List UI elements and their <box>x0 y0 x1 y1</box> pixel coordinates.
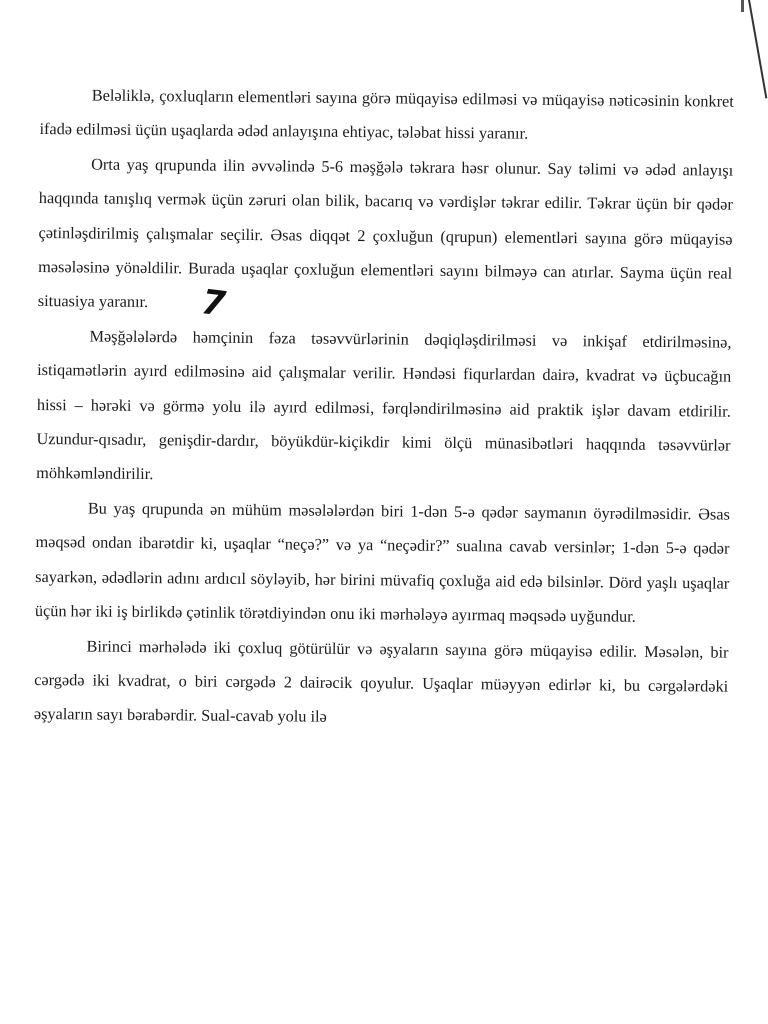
paragraph-3: Məşğələlərdə həmçinin fəza təsəvvürlərinin dəqiqləşdirilməsi və inkişaf etdirilməsinə, istiqamətlərin ayırd edilməsinə aid çalışmalar verilir. Həndəsi fiqurlardan dairə, kvadrat və üçbucağın hissi – hərəki və görmə yolu ilə ayırd edilməsi, fərqləndirilməsinə aid praktik işlər davam etdirilir. Uzundur-qısadır, genişdir-dardır, böyükdür-kiçikdir kimi ölçü münasibətləri haqqında təsəvvürlər möhkəmləndirilir. <box>36 326 732 484</box>
document-body <box>34 78 734 738</box>
paragraph-1: Beləliklə, çoxluqların elementləri sayına görə müqayisə edilməsi və müqayisə nəticəsinin konkret ifadə edilməsi üçün uşaqlarda ədəd anlayışına ehtiyac, tələbat hissi yaranır. <box>39 85 734 144</box>
paragraph-2 <box>38 147 734 326</box>
paragraph-5: Birinci mərhələdə iki çoxluq götürülür və əşyaların sayına görə müqayisə edilir. Məsələn, bir cərgədə iki kvadrat, o biri cərgədə 2 dairəcik qoyulur. Uşaqlar müəyyən edirlər ki, bu cərgələrdəki əşyaların sayı bərabərdir. Sual-cavab yolu ilə <box>33 635 729 727</box>
handwritten-mark: 7 <box>199 282 228 326</box>
page-edge-mark <box>741 0 744 12</box>
paragraph-4: Bu yaş qrupunda ən mühüm məsələlərdən biri 1-dən 5-ə qədər saymanın öyrədilməsidir. Əsas məqsəd ondan ibarətdir ki, uşaqlar “neçə?” və ya “neçədir?” sualına cavab versinlər; 1-dən 5-ə qədər sayarkən, ədədlərin adını ardıcıl söyləyib, hər birini müvafiq çoxluğa aid edə bilsinlər. Dörd yaşlı uşaqlar üçün hər iki iş birlikdə çətinlik törətdiyindən onu iki mərhələyə ayırmaq məqsədə uyğundur. <box>34 498 730 626</box>
paragraph-2-text: Orta yaş qrupunda ilin əvvəlində 5-6 məşğələ təkrara həsr olunur. Say təlimi və ədəd anlayışı haqqında tanışlıq vermək üçün zəruri olan bilik, bacarıq və vərdişlər təkrar edilir. Təkrar üçün bir qədər çətinləşdirilmiş çalışmalar seçilir. Əsas diqqət 2 çoxluğun (qrupun) elementləri sayına görə müqayisə məsələsinə yönəldilir. Burada uşaqlar çoxluğun elementləri sayını bilməyə can atırlar. Sayma üçün real situasiya yaranır. <box>37 154 734 312</box>
page-edge-line <box>748 0 767 98</box>
